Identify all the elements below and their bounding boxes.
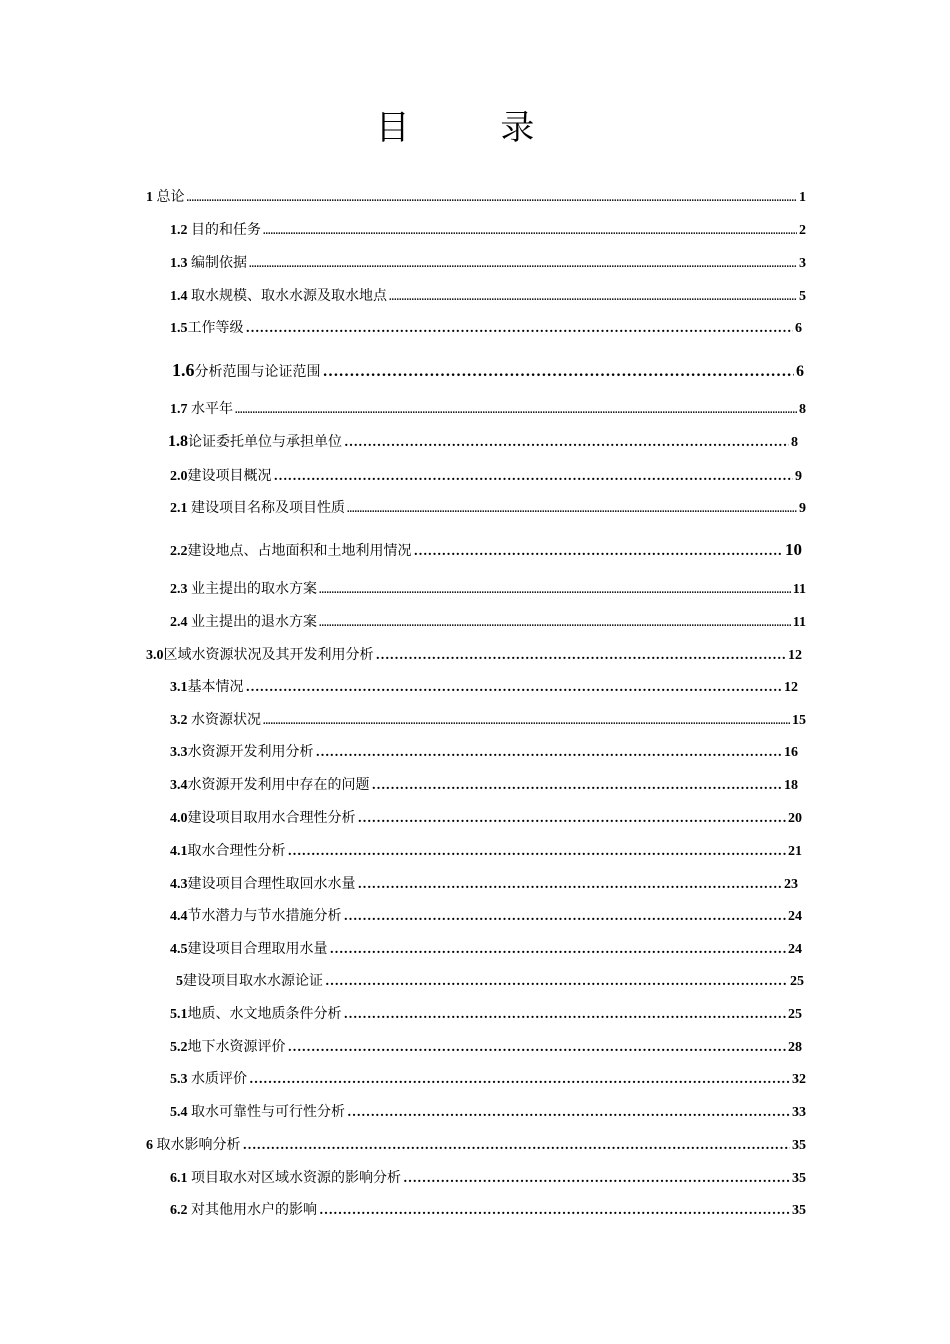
toc-entry-title: 对其他用水户的影响 [191, 1202, 317, 1218]
toc-entry-number: 6 [146, 1138, 153, 1153]
toc-entry-page: 6 [796, 363, 804, 380]
toc-leader [358, 877, 783, 893]
toc-entry-number: 5.2 [170, 1040, 188, 1055]
toc-entry-page: 11 [792, 615, 806, 630]
toc-entry-number: 4.3 [170, 877, 188, 892]
toc-entry-number: 1 [146, 190, 153, 205]
toc-leader [288, 844, 787, 860]
toc-entry-title: 水资源状况 [191, 712, 261, 728]
toc-entry-page: 8 [791, 435, 798, 450]
toc-entry[interactable] [170, 578, 806, 598]
toc-entry-number: 1.3 [170, 256, 188, 271]
toc-entry-page: 9 [795, 469, 802, 484]
toc-entry-number: 1.4 [170, 289, 188, 304]
toc-entry-number: 1.6 [172, 360, 195, 380]
toc-entry-number: 3.1 [170, 680, 188, 695]
toc-leader [319, 1203, 790, 1219]
toc-entry[interactable] [170, 676, 798, 696]
toc-leader [243, 1138, 791, 1154]
toc-entry-title: 业主提出的取水方案 [191, 581, 317, 597]
toc-entry[interactable] [170, 741, 798, 761]
toc-entry-number: 2.0 [170, 469, 188, 484]
toc-entry-number: 4.0 [170, 811, 188, 826]
toc-entry-number: 4.1 [170, 844, 188, 859]
toc-leader [414, 544, 784, 560]
toc-entry-number: 5.3 [170, 1072, 188, 1087]
toc-entry[interactable] [168, 431, 798, 451]
toc-leader [325, 974, 788, 990]
toc-entry[interactable] [170, 285, 806, 305]
toc-leader [263, 713, 790, 729]
toc-leader [319, 615, 791, 631]
toc-entry[interactable] [170, 938, 802, 958]
toc-entry[interactable] [170, 497, 806, 517]
toc-entry-page: 12 [788, 648, 802, 663]
toc-entry-title: 地质、水文地质条件分析 [187, 1006, 342, 1022]
toc-entry-number: 3.4 [170, 778, 188, 793]
toc-entry-number: 6.1 [170, 1171, 188, 1186]
toc-entry-page: 33 [792, 1105, 806, 1120]
toc-entry-page: 32 [792, 1072, 806, 1087]
toc-entry-number: 4.4 [170, 909, 188, 924]
toc-entry-title: 建设项目取用水合理性分析 [187, 810, 356, 826]
toc-entry-number: 3.0 [146, 648, 164, 663]
toc-entry-page: 20 [788, 811, 802, 826]
toc-entry-page: 25 [790, 974, 804, 989]
toc-leader [246, 321, 794, 337]
toc-entry-number: 2.2 [170, 544, 188, 559]
toc-leader [249, 1072, 790, 1088]
toc-entry[interactable] [170, 540, 802, 560]
toc-leader [403, 1171, 790, 1187]
toc-entry-title: 取水规模、取水水源及取水地点 [191, 288, 387, 304]
toc-leader [319, 582, 791, 598]
toc-entry-title: 论证委托单位与承担单位 [188, 434, 342, 450]
toc-entry-title: 建设项目名称及项目性质 [191, 500, 345, 516]
toc-entry-title: 建设项目概况 [187, 468, 272, 484]
toc-entry-title: 水质评价 [191, 1071, 247, 1087]
toc-entry-title: 总论 [156, 189, 185, 205]
toc-entry-page: 8 [799, 402, 806, 417]
toc-entry[interactable] [146, 1134, 806, 1154]
toc-entry-number: 4.5 [170, 942, 188, 957]
toc-leader [235, 402, 797, 418]
toc-entry[interactable] [170, 317, 802, 337]
toc-entry[interactable] [170, 774, 798, 794]
toc-leader [347, 501, 797, 517]
toc-entry-title: 取水可靠性与可行性分析 [191, 1104, 345, 1120]
toc-entry-page: 35 [792, 1171, 806, 1186]
toc-entry[interactable] [170, 219, 806, 239]
toc-entry[interactable] [170, 873, 798, 893]
toc-leader [344, 909, 787, 925]
toc-entry-title: 建设地点、占地面积和土地利用情况 [187, 543, 412, 559]
toc-entry-title: 分析范围与论证范围 [194, 364, 321, 380]
toc-entry[interactable] [146, 644, 802, 664]
toc-leader [187, 190, 798, 206]
toc-entry-number: 5 [176, 974, 183, 989]
toc-entry-title: 基本情况 [187, 679, 244, 695]
toc-leader [263, 223, 797, 239]
toc-entry-page: 28 [788, 1040, 802, 1055]
toc-entry-page: 35 [792, 1138, 806, 1153]
toc-entry-title: 建设项目取水水源论证 [183, 973, 323, 989]
toc-entry[interactable] [170, 807, 802, 827]
toc-entry-page: 23 [784, 877, 798, 892]
toc-entry[interactable] [176, 970, 804, 990]
toc-leader [246, 680, 783, 696]
toc-entry-title: 取水合理性分析 [187, 843, 286, 859]
toc-entry-number: 2.4 [170, 615, 188, 630]
page-title: 目 录 [375, 108, 575, 148]
toc-entry-page: 2 [799, 223, 806, 238]
toc-entry-page: 9 [799, 501, 806, 516]
toc-entry-title: 建设项目合理性取回水水量 [187, 876, 356, 892]
toc-entry-title: 建设项目合理取用水量 [187, 941, 328, 957]
toc-entry[interactable] [146, 186, 806, 206]
toc-leader [344, 435, 789, 451]
toc-entry-page: 1 [799, 190, 806, 205]
toc-entry[interactable] [170, 1036, 802, 1056]
toc-entry-number: 1.5 [170, 321, 188, 336]
toc-entry-number: 2.3 [170, 582, 188, 597]
toc-entry-number: 5.1 [170, 1007, 188, 1022]
toc-leader [372, 778, 783, 794]
toc-entry-page: 6 [795, 321, 802, 336]
toc-entry-number: 2.1 [170, 501, 188, 516]
toc-entry-title: 取水影响分析 [156, 1137, 241, 1153]
toc-entry-page: 15 [792, 713, 806, 728]
toc-entry-page: 10 [785, 540, 802, 559]
toc-entry-title: 水资源开发利用中存在的问题 [187, 777, 370, 793]
toc-entry[interactable] [170, 905, 802, 925]
toc-leader [389, 289, 797, 305]
toc-entry-page: 24 [788, 942, 802, 957]
toc-entry[interactable] [172, 360, 804, 381]
toc-entry-title: 水平年 [191, 401, 233, 417]
toc-entry-page: 12 [784, 680, 798, 695]
toc-entry-page: 11 [792, 582, 806, 597]
toc-entry[interactable] [170, 398, 806, 418]
toc-entry[interactable] [170, 840, 802, 860]
toc-entry[interactable] [170, 1068, 806, 1088]
toc-entry[interactable] [170, 465, 802, 485]
toc-entry-title: 目的和任务 [191, 222, 261, 238]
toc-entry[interactable] [170, 611, 806, 631]
toc-leader [344, 1007, 787, 1023]
toc-leader [249, 256, 797, 272]
toc-entry-title: 工作等级 [187, 320, 244, 336]
toc-entry[interactable] [170, 1167, 806, 1187]
toc-leader [358, 811, 787, 827]
toc-leader [316, 745, 783, 761]
toc-entry[interactable] [170, 1003, 802, 1023]
toc-entry-number: 5.4 [170, 1105, 188, 1120]
toc-entry[interactable] [170, 252, 806, 272]
toc-leader [376, 648, 787, 664]
toc-entry-number: 3.3 [170, 745, 188, 760]
toc-leader [330, 942, 787, 958]
toc-entry-title: 编制依据 [191, 255, 247, 271]
toc-entry-title: 项目取水对区域水资源的影响分析 [191, 1170, 401, 1186]
toc-entry-page: 16 [784, 745, 798, 760]
toc-entry[interactable] [170, 709, 806, 729]
toc-entry-title: 地下水资源评价 [187, 1039, 286, 1055]
toc-entry-title: 业主提出的退水方案 [191, 614, 317, 630]
toc-entry-page: 25 [788, 1007, 802, 1022]
toc-entry-page: 18 [784, 778, 798, 793]
toc-entry-number: 6.2 [170, 1203, 188, 1218]
toc-entry-page: 21 [788, 844, 802, 859]
toc-leader [347, 1105, 790, 1121]
toc-entry-page: 5 [799, 289, 806, 304]
toc-entry-number: 1.7 [170, 402, 188, 417]
toc-entry-title: 水资源开发利用分析 [187, 744, 314, 760]
toc-leader [288, 1040, 787, 1056]
toc-entry[interactable] [170, 1101, 806, 1121]
toc-leader [323, 363, 795, 381]
toc-entry-number: 1.8 [168, 433, 188, 450]
toc-entry-number: 3.2 [170, 713, 188, 728]
toc-entry-title: 节水潜力与节水措施分析 [187, 908, 342, 924]
toc-entry-number: 1.2 [170, 223, 188, 238]
toc-entry-page: 35 [792, 1203, 806, 1218]
toc-entry-page: 24 [788, 909, 802, 924]
toc-entry-page: 3 [799, 256, 806, 271]
toc-leader [274, 469, 794, 485]
toc-entry-title: 区域水资源状况及其开发利用分析 [163, 647, 374, 663]
toc-entry[interactable] [170, 1199, 806, 1219]
